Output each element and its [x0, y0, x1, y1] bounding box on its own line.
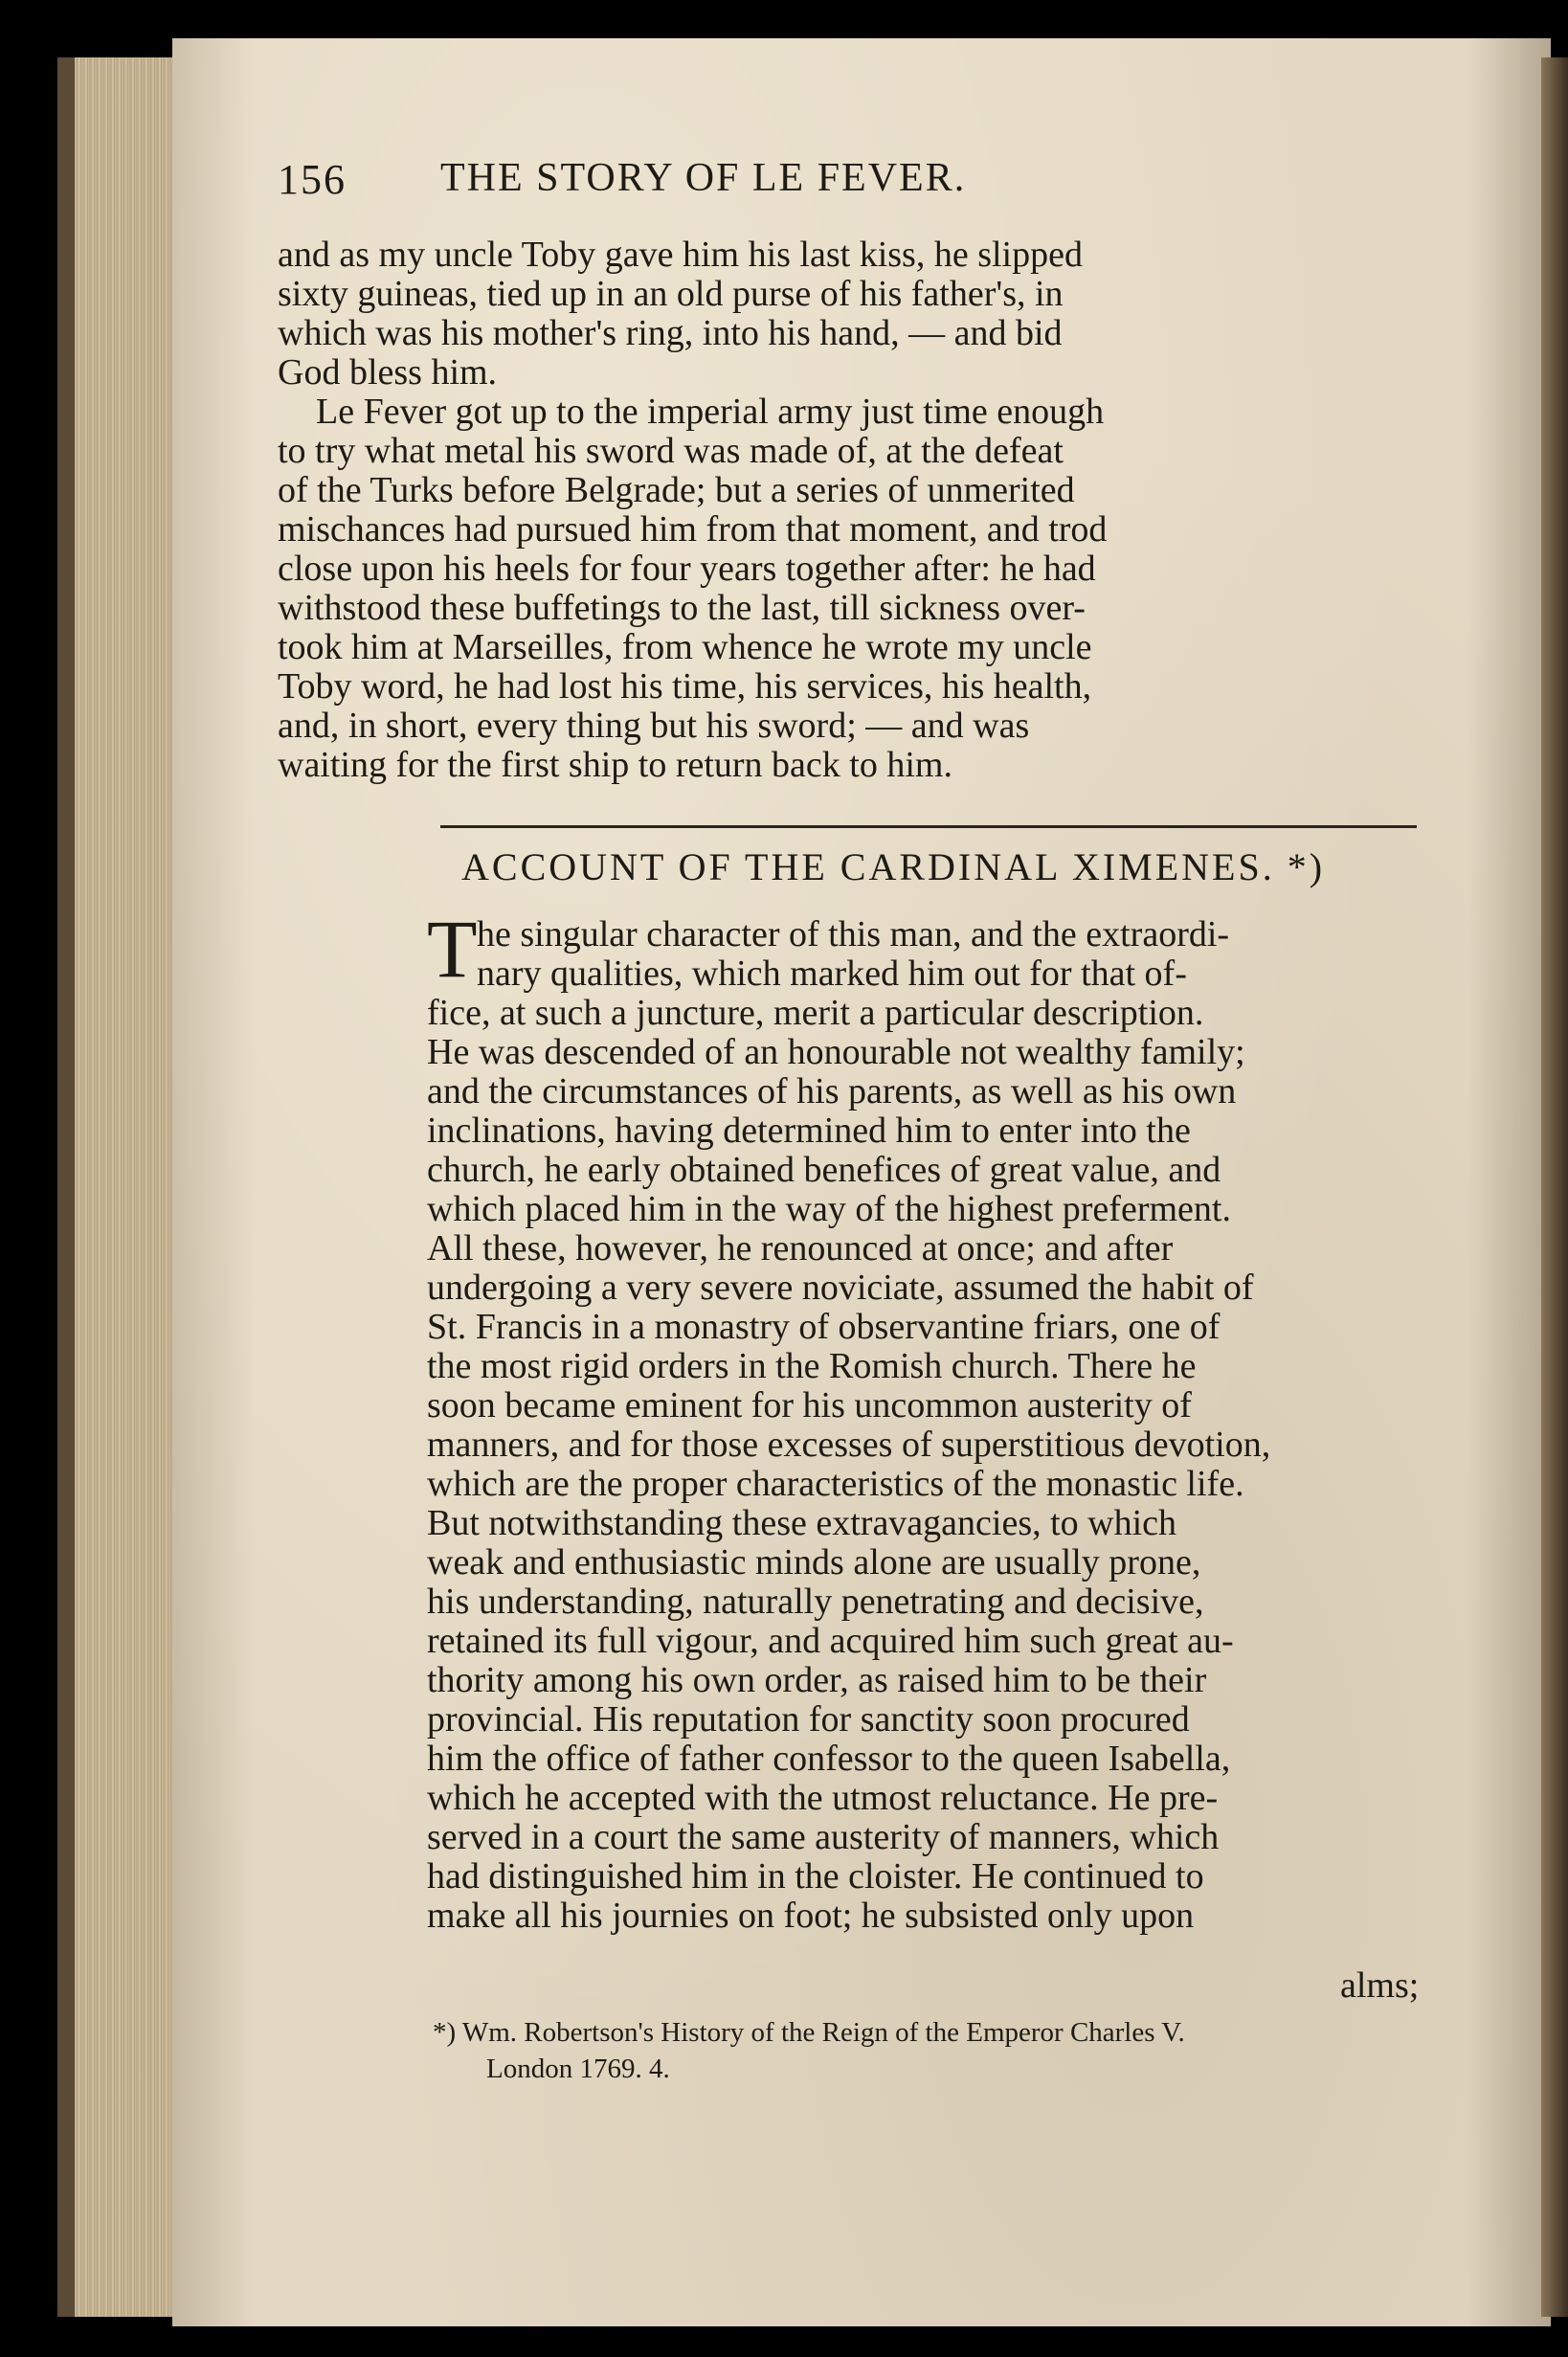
text-line: manners, and for those excesses of superstitious devotion, — [427, 1425, 1271, 1465]
text-line: fice, at such a juncture, merit a particular description. — [427, 993, 1204, 1033]
text-line: of the Turks before Belgrade; but a series of unmerited — [278, 470, 1075, 510]
text-line: him the office of father confessor to the queen Isabella, — [427, 1739, 1231, 1779]
text-line: took him at Marseilles, from whence he wrote my uncle — [278, 627, 1092, 667]
text-line: retained its full vigour, and acquired him such great au- — [427, 1621, 1234, 1661]
book-spine — [1541, 57, 1568, 2317]
paragraph-ximenes — [427, 915, 1422, 1936]
text-line: waiting for the first ship to return back to him. — [278, 745, 952, 785]
text-line: mischances had pursued him from that moment, and trod — [278, 509, 1108, 550]
text-line: served in a court the same austerity of manners, which — [427, 1817, 1220, 1857]
text-line: to try what metal his sword was made of, at the defeat — [278, 431, 1064, 471]
text-line: close upon his heels for four years together after: he had — [278, 549, 1096, 589]
text-line: nary qualities, which marked him out for that of- — [477, 954, 1187, 994]
paragraph-le-fever-farewell — [278, 236, 1426, 393]
text-line: and the circumstances of his parents, as well as his own — [427, 1071, 1237, 1111]
text-line: He was descended of an honourable not wealthy family; — [427, 1032, 1245, 1072]
text-line: Toby word, he had lost his time, his services, his health, — [278, 666, 1092, 707]
book-fore-edge — [57, 57, 172, 2317]
text-line: provincial. His reputation for sanctity soon procured — [427, 1699, 1190, 1740]
text-line: which are the proper characteristics of the monastic life. — [427, 1464, 1244, 1504]
text-line: inclinations, having determined him to enter into the — [427, 1111, 1191, 1151]
text-line: church, he early obtained benefices of great value, and — [427, 1150, 1221, 1190]
catchword: alms; — [1340, 1965, 1420, 2006]
text-line: make all his journies on foot; he subsisted only upon — [427, 1896, 1195, 1936]
footnote — [433, 2014, 1185, 2087]
text-line: All these, however, he renounced at once; and after — [427, 1228, 1174, 1268]
text-line: God bless him. — [278, 352, 498, 393]
text-line: weak and enthusiastic minds alone are usually prone, — [427, 1542, 1201, 1583]
text-line: and as my uncle Toby gave him his last kiss, he slipped — [278, 235, 1083, 275]
paragraph-le-fever-army — [278, 393, 1426, 785]
text-line: thority among his own order, as raised him to be their — [427, 1660, 1207, 1700]
text-line: But notwithstanding these extravagancies, to which — [427, 1503, 1177, 1543]
running-header — [278, 155, 1273, 213]
text-line: which he accepted with the utmost reluctance. He pre- — [427, 1778, 1219, 1818]
text-line: he singular character of this man, and the extraordi- — [477, 914, 1230, 954]
text-line: had distinguished him in the cloister. He continued to — [427, 1856, 1204, 1897]
footnote-line: *) Wm. Robertson's History of the Reign of the Emperor Charles V. — [433, 2017, 1185, 2048]
text-line: his understanding, naturally penetrating and decisive, — [427, 1582, 1204, 1622]
drop-cap: T — [427, 903, 478, 995]
text-line: which placed him in the way of the highest preferment. — [427, 1189, 1231, 1229]
text-line: sixty guineas, tied up in an old purse of his father's, in — [278, 274, 1064, 314]
page-number: 156 — [278, 156, 347, 203]
text-line: soon became eminent for his uncommon austerity of — [427, 1385, 1192, 1425]
text-line: Le Fever got up to the imperial army just time enough — [316, 392, 1105, 432]
text-line: which was his mother's ring, into his hand, — and bid — [278, 313, 1063, 353]
text-line: undergoing a very severe noviciate, assumed the habit of — [427, 1268, 1254, 1308]
footnote-line: London 1769. 4. — [486, 2054, 670, 2084]
text-line: and, in short, every thing but his sword; — and was — [278, 706, 1030, 746]
text-line: withstood these buffetings to the last, till sickness over- — [278, 588, 1086, 628]
section-title: ACCOUNT OF THE CARDINAL XIMENES. *) — [461, 845, 1326, 888]
running-title: THE STORY OF LE FEVER. — [440, 156, 967, 200]
text-line: the most rigid orders in the Romish church. There he — [427, 1346, 1197, 1386]
section-divider — [440, 825, 1417, 828]
text-line: St. Francis in a monastry of observantine friars, one of — [427, 1307, 1221, 1347]
